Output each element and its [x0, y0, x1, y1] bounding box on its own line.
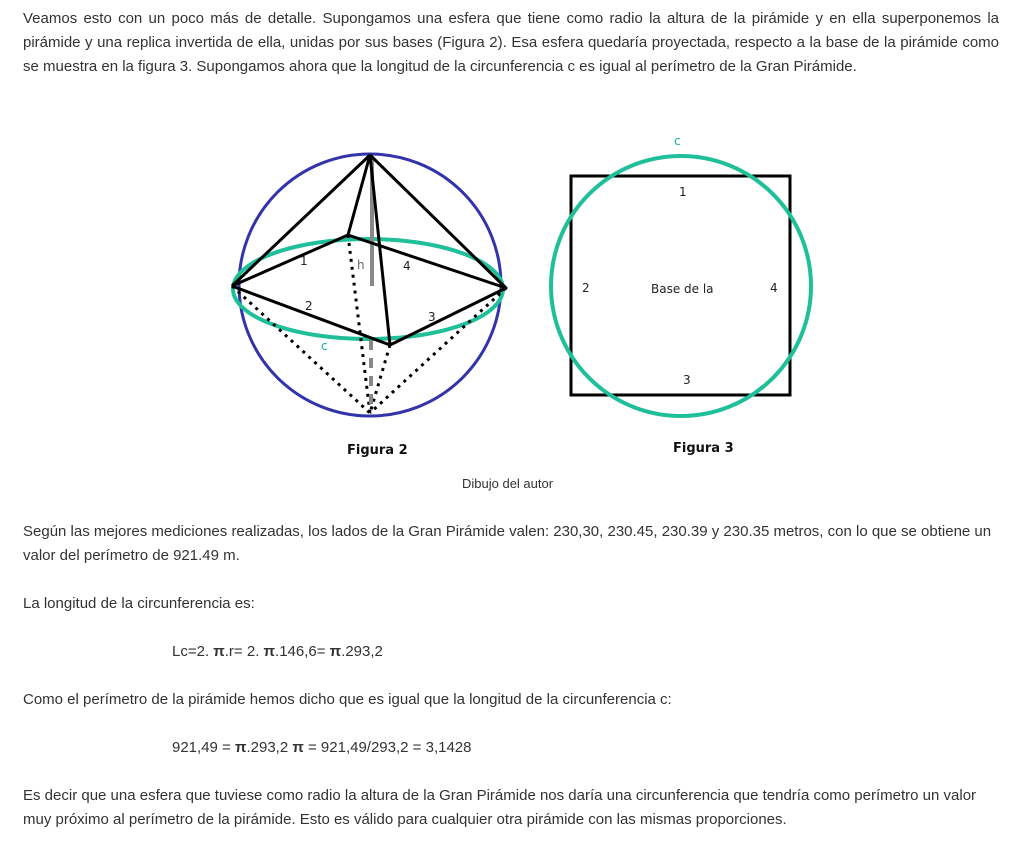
figure-3-diagram [540, 130, 825, 425]
perimeter-intro: Como el perímetro de la pirámide hemos dicho que es igual que la longitud de la circunferencia c: [23, 691, 672, 708]
pi-formula: 921,49 = π.293,2 π = 921,49/293,2 = 3,1428 [172, 739, 472, 756]
conclusion-paragraph: Es decir que una esfera que tuviese como radio la altura de la Gran Pirámide nos daría una circunferencia que tendría como perímetro un valor muy próximo al perímetro de la pirámide. Esto es válido para cualquier otra pirámide con las mismas proporciones. [23, 787, 977, 828]
label-4: 4 [770, 281, 778, 295]
measurements-paragraph: Según las mejores mediciones realizadas, los lados de la Gran Pirámide valen: 230,30, 230.45, 230.39 y 230.35 metros, con lo que se obtiene un valor del perímetro de 921.49 m. [23, 523, 992, 564]
base-label: Base de la [651, 282, 714, 296]
label-1: 1 [300, 254, 308, 268]
figure-2-caption: Figura 2 [347, 443, 408, 458]
label-4: 4 [403, 259, 411, 273]
figure-2-diagram [220, 140, 520, 425]
author-credit: Dibujo del autor [462, 476, 554, 491]
circumference-formula: Lc=2. π.r= 2. π.146,6= π.293,2 [172, 643, 383, 660]
figure-3-caption: Figura 3 [673, 441, 734, 456]
label-3: 3 [428, 310, 436, 324]
label-2: 2 [305, 299, 313, 313]
pyramid-edges [232, 155, 506, 345]
label-c: c [321, 339, 328, 353]
circumference-intro: La longitud de la circunferencia es: [23, 595, 255, 612]
intro-paragraph: Veamos esto con un poco más de detalle. Supongamos una esfera que tiene como radio la altura de la pirámide y en ella superponemos la pirámide y una replica invertida de ella, unidas por sus bases (Figura 2). Esa esfera quedaría proyectada, respecto a la base de la pirámide como se muestra en la figura 3. Supongamos ahora que la longitud de la circunferencia c es igual al perímetro de la Gran Pirámide. [23, 10, 999, 75]
label-1: 1 [679, 185, 687, 199]
label-c: c [674, 134, 681, 148]
label-2: 2 [582, 281, 590, 295]
label-h: h [357, 258, 365, 272]
label-3: 3 [683, 373, 691, 387]
